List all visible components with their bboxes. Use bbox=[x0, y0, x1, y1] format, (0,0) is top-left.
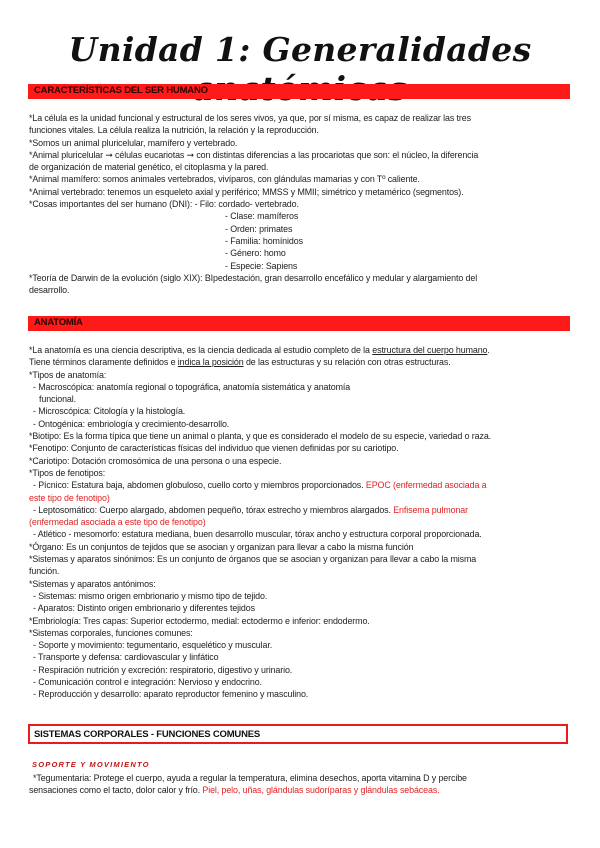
text-line: *Tipos de anatomía: bbox=[29, 369, 107, 380]
underlined-term: estructura del cuerpo humano bbox=[372, 345, 488, 355]
text-line: *Cariotipo: Dotación cromosómica de una persona o una especie. bbox=[29, 455, 282, 466]
section-heading: ANATOMÍA bbox=[34, 317, 83, 328]
subheading-soporte: SOPORTE Y MOVIMIENTO bbox=[32, 760, 150, 769]
list-item: - Soporte y movimiento: tegumentario, esquelético y muscular. bbox=[33, 640, 273, 651]
dni-item: - Género: homo bbox=[225, 248, 286, 259]
text-line: *Fenotipo: Conjunto de características físicas del individuo que vienen definidas por su cariotipo. bbox=[29, 443, 399, 454]
list-item: - Comunicación control e integración: Nervioso y endocrino. bbox=[33, 677, 262, 688]
list-item: - Transporte y defensa: cardiovascular y linfático bbox=[33, 652, 219, 663]
list-item: funcional. bbox=[39, 394, 76, 405]
text-line: *Órgano: Es un conjuntos de tejidos que se asocian y organizan para llevar a cabo la misma función bbox=[29, 541, 414, 552]
text-line: funciones vitales. La célula realiza la nutrición, la relación y la reproducción. bbox=[29, 125, 319, 136]
structure-note: Piel, pelo, uñas, glándulas sudoríparas y glándulas sebáceas. bbox=[200, 785, 440, 796]
text-line: *Animal mamífero: somos animales vertebrados, vivíparos, con glándulas mamarias y con Tº caliente. bbox=[29, 174, 420, 185]
text-line: desarrollo. bbox=[29, 285, 70, 296]
text-line: Tiene términos claramente definidos e indica la posición de las estructuras y su relación con otras estructuras. bbox=[29, 357, 451, 368]
list-item: - Sistemas: mismo origen embrionario y mismo tipo de tejido. bbox=[33, 590, 268, 601]
text-line: *Biotipo: Es la forma típica que tiene un animal o planta, y que es considerado el modelo de su especie, variedad o raza. bbox=[29, 431, 492, 442]
underlined-term: indica la posición bbox=[177, 357, 244, 368]
dni-item: - Especie: Sapiens bbox=[225, 260, 298, 271]
list-item: - Aparatos: Distinto origen embrionario y diferentes tejidos bbox=[33, 603, 255, 614]
list-item: - Atlético - mesomorfo: estatura mediana, buen desarrollo muscular, tórax ancho y estructura corporal proporcionada. bbox=[33, 529, 482, 540]
list-item: - Microscópica: Citología y la histología. bbox=[33, 406, 186, 417]
dni-item: - Orden: primates bbox=[225, 223, 293, 234]
section-anatomia-body bbox=[29, 344, 574, 701]
page-title: Unidad 1: Generalidades bbox=[68, 30, 532, 69]
text-line: *Somos un animal pluricelular, mamífero y vertebrado. bbox=[29, 137, 238, 148]
disease-note: este tipo de fenotipo) bbox=[29, 492, 110, 503]
text-line: *Sistemas y aparatos antónimos: bbox=[29, 578, 156, 589]
section-heading: CARACTERÍSTICAS DEL SER HUMANO bbox=[34, 85, 208, 96]
disease-note: (enfermedad asociada a este tipo de fenotipo) bbox=[29, 517, 206, 528]
list-item: - Ontogénica: embriología y crecimiento-desarrollo. bbox=[33, 418, 230, 429]
text-line: *Cosas importantes del ser humano (DNI): - Filo: cordado- vertebrado. bbox=[29, 199, 299, 210]
section-sistemas-body bbox=[29, 772, 574, 797]
list-item: - Respiración nutrición y excreción: respiratorio, digestivo y urinario. bbox=[33, 664, 293, 675]
list-item: - Macroscópica: anatomía regional o topográfica, anatomía sistemática y anatomía bbox=[33, 381, 351, 392]
disease-note: EPOC (enfermedad asociada a bbox=[363, 480, 487, 491]
list-item: - Leptosomático: Cuerpo alargado, abdomen pequeño, tórax estrecho y miembros alargados. Enfisema pulmonar bbox=[33, 504, 468, 515]
list-item: - Reproducción y desarrollo: aparato reproductor femenino y masculino. bbox=[33, 689, 309, 700]
text-line: *Sistemas y aparatos sinónimos: Es un conjunto de órganos que se asocian y organizan para llevar a cabo la misma bbox=[29, 554, 477, 565]
section-heading: SISTEMAS CORPORALES - FUNCIONES COMUNES bbox=[34, 729, 261, 740]
text-line: *Embriología: Tres capas: Superior ectodermo, medial: ectodermo e inferior: endodermo. bbox=[29, 615, 370, 626]
list-item: - Pícnico: Estatura baja, abdomen globuloso, cuello corto y miembros proporcionados. EPOC (enfermedad asociada a bbox=[33, 480, 487, 491]
text-line: *Animal pluricelular ➞ células eucariotas ➞ con distintas diferencias a las procariotas que son: el núcleo, la diferencia bbox=[29, 149, 479, 160]
section-caracteristicas-body bbox=[29, 112, 574, 296]
dni-item: - Familia: homínidos bbox=[225, 235, 303, 246]
disease-note: Enfisema pulmonar bbox=[390, 504, 468, 515]
section-header-sistemas bbox=[28, 724, 568, 744]
text-line: sensaciones como el tacto, dolor calor y frío. Piel, pelo, uñas, glándulas sudoríparas y glándulas sebáceas. bbox=[29, 785, 440, 796]
text-line: *Sistemas corporales, funciones comunes: bbox=[29, 627, 193, 638]
text-line: de organización de material genético, el citoplasma y la pared. bbox=[29, 162, 269, 173]
text-line: *Tipos de fenotipos: bbox=[29, 467, 106, 478]
dni-item: - Clase: mamíferos bbox=[225, 211, 299, 222]
text-line: función. bbox=[29, 566, 60, 577]
text-line: *Teoría de Darwin de la evolución (siglo XIX): BIpedestación, gran desarrollo encefálico y medular y alargamiento del bbox=[29, 272, 478, 283]
section-header-caracteristicas bbox=[28, 84, 570, 99]
text-line: *Tegumentaria: Protege el cuerpo, ayuda a regular la temperatura, elimina desechos, aporta vitamina D y percibe bbox=[33, 773, 467, 783]
text-line: *Animal vertebrado: tenemos un esqueleto axial y periférico; MMSS y MMII; simétrico y metamérico (segmentos). bbox=[29, 186, 464, 197]
text-line: *La anatomía es una ciencia descriptiva, es la ciencia dedicada al estudio completo de la estructura del cuerpo humano. bbox=[29, 345, 490, 355]
text-line: *La célula es la unidad funcional y estructural de los seres vivos, ya que, por sí misma, es capaz de realizar las tres bbox=[29, 113, 471, 123]
section-header-anatomia bbox=[28, 316, 570, 331]
